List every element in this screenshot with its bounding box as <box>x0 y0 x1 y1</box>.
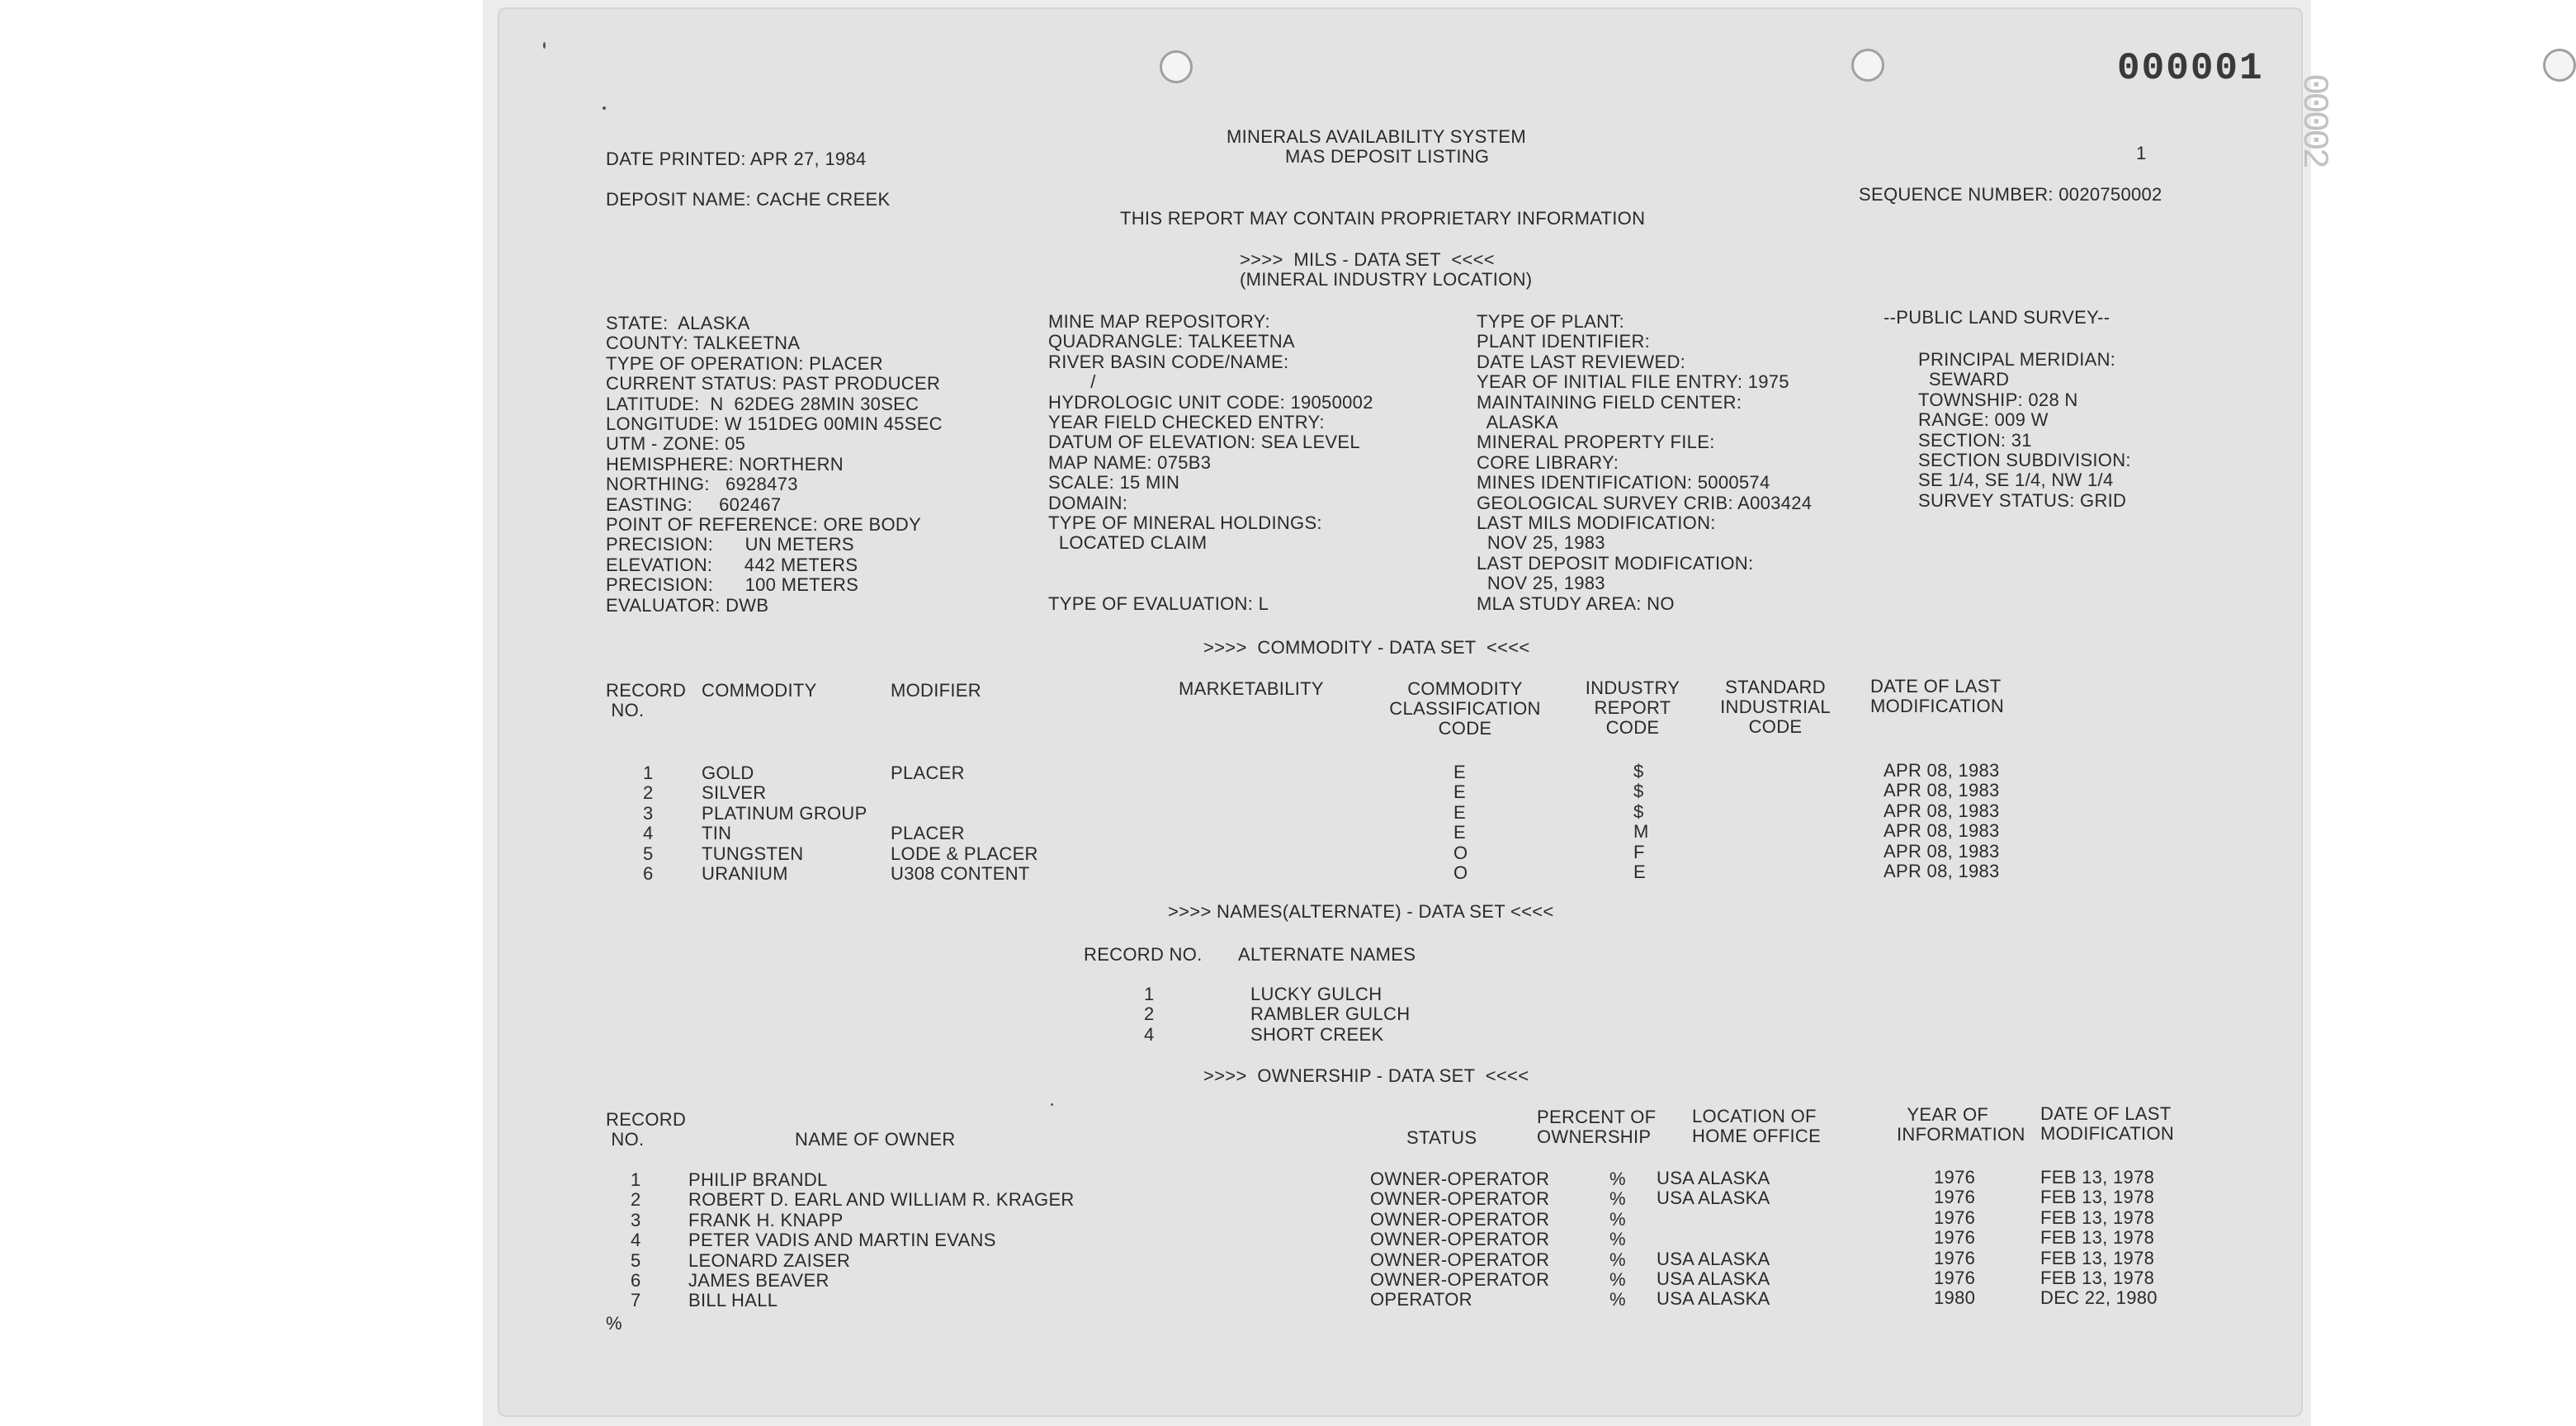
owner-status: OWNER-OPERATOR <box>1370 1249 1550 1270</box>
owner-name: BILL HALL <box>688 1290 778 1311</box>
owner-location: USA ALASKA <box>1657 1248 1770 1269</box>
public-land-survey-line: SECTION SUBDIVISION: <box>1918 450 2131 470</box>
owner-date: FEB 13, 1978 <box>2040 1227 2155 1249</box>
commodity-name: SILVER <box>702 782 767 804</box>
mils-map-line: SCALE: 15 MIN <box>1048 472 1180 493</box>
alternate-name: RAMBLER GULCH <box>1250 1003 1411 1025</box>
mils-location-line: LATITUDE: N 62DEG 28MIN 30SEC <box>606 393 919 414</box>
mils-location-line: PRECISION: UN METERS <box>606 534 854 555</box>
mils-plant-line: CORE LIBRARY: <box>1477 451 1619 473</box>
commodity-header-standard: STANDARD INDUSTRIAL CODE <box>1720 677 1831 737</box>
owner-record-no: 6 <box>631 1270 641 1291</box>
mils-location-line: LONGITUDE: W 151DEG 00MIN 45SEC <box>606 413 943 434</box>
commodity-date: APR 08, 1983 <box>1884 861 2000 881</box>
mils-location-line: TYPE OF OPERATION: PLACER <box>606 352 883 374</box>
owner-status: OWNER-OPERATOR <box>1370 1229 1550 1250</box>
mils-section-subtitle: (MINERAL INDUSTRY LOCATION) <box>1240 269 1533 290</box>
mils-plant-line: MINES IDENTIFICATION: 5000574 <box>1477 472 1770 493</box>
owner-record-no: 5 <box>631 1249 641 1271</box>
commodity-class-code: E <box>1453 801 1466 823</box>
commodity-class-code: E <box>1453 781 1466 803</box>
owner-status: OWNER-OPERATOR <box>1370 1188 1550 1210</box>
public-land-survey-line: PRINCIPAL MERIDIAN: <box>1918 349 2116 370</box>
names-section-title: >>>> NAMES(ALTERNATE) - DATA SET <<<< <box>1168 901 1554 922</box>
commodity-name: PLATINUM GROUP <box>702 802 867 824</box>
commodity-industry-code: $ <box>1633 781 1644 802</box>
ownership-header-location: LOCATION OF HOME OFFICE <box>1692 1106 1822 1146</box>
mils-plant-line: LAST MILS MODIFICATION: <box>1477 512 1716 533</box>
mils-location-line: EASTING: 602467 <box>606 493 782 515</box>
owner-name: PETER VADIS AND MARTIN EVANS <box>688 1230 996 1251</box>
owner-name: PHILIP BRANDL <box>688 1169 828 1190</box>
commodity-industry-code: M <box>1633 821 1649 843</box>
mils-plant-line: YEAR OF INITIAL FILE ENTRY: 1975 <box>1477 371 1789 393</box>
commodity-industry-code: F <box>1633 841 1645 862</box>
owner-percent: % <box>1609 1249 1626 1270</box>
owner-location: USA ALASKA <box>1657 1268 1770 1289</box>
public-land-survey-line: SURVEY STATUS: GRID <box>1918 489 2127 511</box>
commodity-date: APR 08, 1983 <box>1884 760 2000 781</box>
commodity-header-commodity: COMMODITY <box>702 680 817 701</box>
mils-map-line: LOCATED CLAIM <box>1048 532 1208 554</box>
owner-record-no: 7 <box>631 1290 641 1311</box>
commodity-header-date: DATE OF LAST MODIFICATION <box>1870 676 2005 716</box>
owner-percent: % <box>1609 1169 1626 1189</box>
ownership-header-status: STATUS <box>1406 1127 1477 1148</box>
owner-status: OWNER-OPERATOR <box>1370 1208 1550 1230</box>
mils-section-title: >>>> MILS - DATA SET <<<< <box>1240 249 1495 270</box>
mils-plant-line: GEOLOGICAL SURVEY CRIB: A003424 <box>1477 492 1813 513</box>
commodity-date: APR 08, 1983 <box>1884 820 2000 842</box>
owner-date: FEB 13, 1978 <box>2040 1187 2155 1208</box>
owner-name: LEONARD ZAISER <box>688 1249 851 1271</box>
commodity-header-classification: COMMODITY CLASSIFICATION CODE <box>1389 678 1541 739</box>
owner-name: JAMES BEAVER <box>688 1270 830 1291</box>
owner-percent: % <box>1609 1188 1626 1210</box>
mils-map-line: MAP NAME: 075B3 <box>1048 451 1212 473</box>
commodity-header-marketability: MARKETABILITY <box>1179 678 1324 699</box>
owner-date: FEB 13, 1978 <box>2040 1268 2155 1288</box>
commodity-class-code: O <box>1453 842 1468 863</box>
commodity-modifier: LODE & PLACER <box>891 843 1038 864</box>
mils-map-line: DOMAIN: <box>1048 492 1128 513</box>
owner-percent: % <box>1609 1269 1626 1290</box>
mils-location-line: ELEVATION: 442 METERS <box>606 554 858 575</box>
mils-map-line: RIVER BASIN CODE/NAME: <box>1048 351 1289 372</box>
sequence-number: SEQUENCE NUMBER: 0020750002 <box>1859 184 2162 205</box>
owner-year: 1980 <box>1934 1287 1976 1309</box>
ownership-header-record: RECORD NO. <box>606 1109 687 1150</box>
ownership-section-title: >>>> OWNERSHIP - DATA SET <<<< <box>1203 1065 1529 1086</box>
mils-location-line: EVALUATOR: DWB <box>606 594 769 616</box>
mils-plant-line: TYPE OF PLANT: <box>1477 311 1625 332</box>
proprietary-notice: THIS REPORT MAY CONTAIN PROPRIETARY INFORMATION <box>1120 208 1646 229</box>
owner-year: 1976 <box>1934 1206 1976 1228</box>
mils-location-line: COUNTY: TALKEETNA <box>606 333 801 354</box>
punch-hole-right <box>2543 49 2576 82</box>
mils-location-line: UTM - ZONE: 05 <box>606 433 746 455</box>
owner-location: USA ALASKA <box>1657 1168 1770 1188</box>
mils-plant-line: NOV 25, 1983 <box>1477 573 1605 594</box>
commodity-modifier: PLACER <box>891 763 965 783</box>
mils-plant-line: MAINTAINING FIELD CENTER: <box>1477 391 1742 413</box>
commodity-header-record: RECORD NO. <box>606 680 687 720</box>
mils-plant-line: DATE LAST REVIEWED: <box>1477 351 1686 372</box>
commodity-name: TIN <box>702 823 732 844</box>
commodity-record-no: 3 <box>643 802 654 824</box>
commodity-modifier: PLACER <box>891 823 965 844</box>
public-land-survey-line: TOWNSHIP: 028 N <box>1918 389 2078 410</box>
page-number-stamp: 000001 <box>2117 47 2264 90</box>
mils-map-line: HYDROLOGIC UNIT CODE: 19050002 <box>1048 391 1373 413</box>
commodity-date: APR 08, 1983 <box>1884 800 2000 821</box>
alternate-name: SHORT CREEK <box>1250 1023 1384 1045</box>
mils-plant-line: PLANT IDENTIFIER: <box>1477 331 1651 352</box>
public-land-survey-line: SECTION: 31 <box>1918 429 2032 451</box>
owner-date: FEB 13, 1978 <box>2040 1206 2155 1228</box>
alternate-name-record-no: 4 <box>1144 1023 1155 1045</box>
punch-hole-left <box>1160 50 1193 83</box>
owner-date: DEC 22, 1980 <box>2040 1287 2158 1309</box>
owner-percent: % <box>1609 1289 1626 1310</box>
owner-year: 1976 <box>1934 1247 1976 1268</box>
public-land-survey-line: SEWARD <box>1918 369 2010 390</box>
owner-name: ROBERT D. EARL AND WILLIAM R. KRAGER <box>688 1189 1075 1211</box>
mils-location-line: CURRENT STATUS: PAST PRODUCER <box>606 373 941 394</box>
commodity-class-code: E <box>1453 822 1466 843</box>
commodity-date: APR 08, 1983 <box>1884 780 2000 801</box>
commodity-class-code: O <box>1453 862 1468 883</box>
commodity-industry-code: E <box>1633 862 1646 882</box>
ownership-header-year: YEAR OF INFORMATION <box>1897 1104 2025 1145</box>
alternate-name-record-no: 2 <box>1144 1003 1155 1025</box>
owner-year: 1976 <box>1934 1167 1976 1188</box>
owner-status: OWNER-OPERATOR <box>1370 1269 1550 1290</box>
mils-map-line: QUADRANGLE: TALKEETNA <box>1048 331 1295 352</box>
mils-map-line: YEAR FIELD CHECKED ENTRY: <box>1048 412 1325 432</box>
page-number: 1 <box>2136 143 2147 163</box>
commodity-industry-code: $ <box>1633 761 1644 781</box>
commodity-header-industry: INDUSTRY REPORT CODE <box>1585 678 1680 738</box>
mils-map-line: TYPE OF EVALUATION: L <box>1048 593 1269 614</box>
listing-title: MAS DEPOSIT LISTING <box>1285 146 1490 167</box>
ownership-header-percent: PERCENT OF OWNERSHIP <box>1537 1107 1657 1147</box>
deposit-name: DEPOSIT NAME: CACHE CREEK <box>606 189 891 210</box>
footer-mark: % <box>606 1313 622 1334</box>
owner-percent: % <box>1609 1208 1626 1230</box>
public-land-survey-title: --PUBLIC LAND SURVEY-- <box>1884 307 2110 328</box>
commodity-modifier: U308 CONTENT <box>891 863 1030 884</box>
commodity-class-code: E <box>1453 762 1466 782</box>
alternate-name: LUCKY GULCH <box>1250 984 1383 1004</box>
commodity-section-title: >>>> COMMODITY - DATA SET <<<< <box>1203 637 1530 658</box>
mils-map-line: DATUM OF ELEVATION: SEA LEVEL <box>1048 432 1360 453</box>
owner-year: 1976 <box>1934 1187 1976 1208</box>
owner-location: USA ALASKA <box>1657 1188 1770 1209</box>
punch-hole-center <box>1851 49 1884 82</box>
owner-record-no: 3 <box>631 1209 641 1230</box>
owner-status: OPERATOR <box>1370 1289 1472 1310</box>
mils-location-line: POINT OF REFERENCE: ORE BODY <box>606 514 922 535</box>
owner-record-no: 1 <box>631 1169 641 1190</box>
owner-year: 1976 <box>1934 1227 1976 1249</box>
owner-date: FEB 13, 1978 <box>2040 1167 2155 1188</box>
commodity-name: GOLD <box>702 763 754 783</box>
commodity-industry-code: $ <box>1633 800 1644 822</box>
mils-location-line: NORTHING: 6928473 <box>606 474 798 495</box>
commodity-record-no: 1 <box>643 763 654 783</box>
system-title: MINERALS AVAILABILITY SYSTEM <box>1227 126 1526 147</box>
date-printed: DATE PRINTED: APR 27, 1984 <box>606 149 867 169</box>
mils-location-line: HEMISPHERE: NORTHERN <box>606 453 844 475</box>
mils-location-line: PRECISION: 100 METERS <box>606 574 859 596</box>
commodity-header-modifier: MODIFIER <box>891 680 981 701</box>
owner-name: FRANK H. KNAPP <box>688 1209 844 1230</box>
mils-location-line: STATE: ALASKA <box>606 313 750 333</box>
ownership-header-date: DATE OF LAST MODIFICATION <box>2040 1103 2175 1144</box>
alternate-name-record-no: 1 <box>1144 984 1155 1004</box>
mils-map-line: / <box>1048 371 1096 393</box>
commodity-name: TUNGSTEN <box>702 843 804 864</box>
mils-plant-line: MINERAL PROPERTY FILE: <box>1477 432 1715 453</box>
commodity-record-no: 6 <box>643 863 654 884</box>
owner-year: 1976 <box>1934 1268 1976 1288</box>
mils-plant-line: NOV 25, 1983 <box>1477 532 1605 554</box>
public-land-survey-line: RANGE: 009 W <box>1918 409 2049 431</box>
owner-record-no: 4 <box>631 1230 641 1251</box>
edge-stamp: 00002 <box>2293 73 2334 167</box>
mils-plant-line: MLA STUDY AREA: NO <box>1477 593 1675 614</box>
mils-plant-line: ALASKA <box>1477 412 1559 432</box>
mils-map-line: TYPE OF MINERAL HOLDINGS: <box>1048 512 1322 533</box>
commodity-record-no: 5 <box>643 843 654 864</box>
owner-record-no: 2 <box>631 1189 641 1211</box>
commodity-record-no: 2 <box>643 782 654 804</box>
owner-location: USA ALASKA <box>1657 1288 1770 1310</box>
owner-status: OWNER-OPERATOR <box>1370 1169 1550 1189</box>
names-header-record: RECORD NO. <box>1084 944 1203 965</box>
commodity-date: APR 08, 1983 <box>1884 840 2000 862</box>
owner-percent: % <box>1609 1229 1626 1250</box>
owner-date: FEB 13, 1978 <box>2040 1247 2155 1268</box>
ownership-header-name: NAME OF OWNER <box>795 1129 956 1150</box>
public-land-survey-line: SE 1/4, SE 1/4, NW 1/4 <box>1918 470 2114 491</box>
mils-map-line: MINE MAP REPOSITORY: <box>1048 311 1270 332</box>
mils-plant-line: LAST DEPOSIT MODIFICATION: <box>1477 552 1754 574</box>
commodity-record-no: 4 <box>643 823 654 844</box>
commodity-name: URANIUM <box>702 863 788 884</box>
names-header-names: ALTERNATE NAMES <box>1238 944 1416 965</box>
